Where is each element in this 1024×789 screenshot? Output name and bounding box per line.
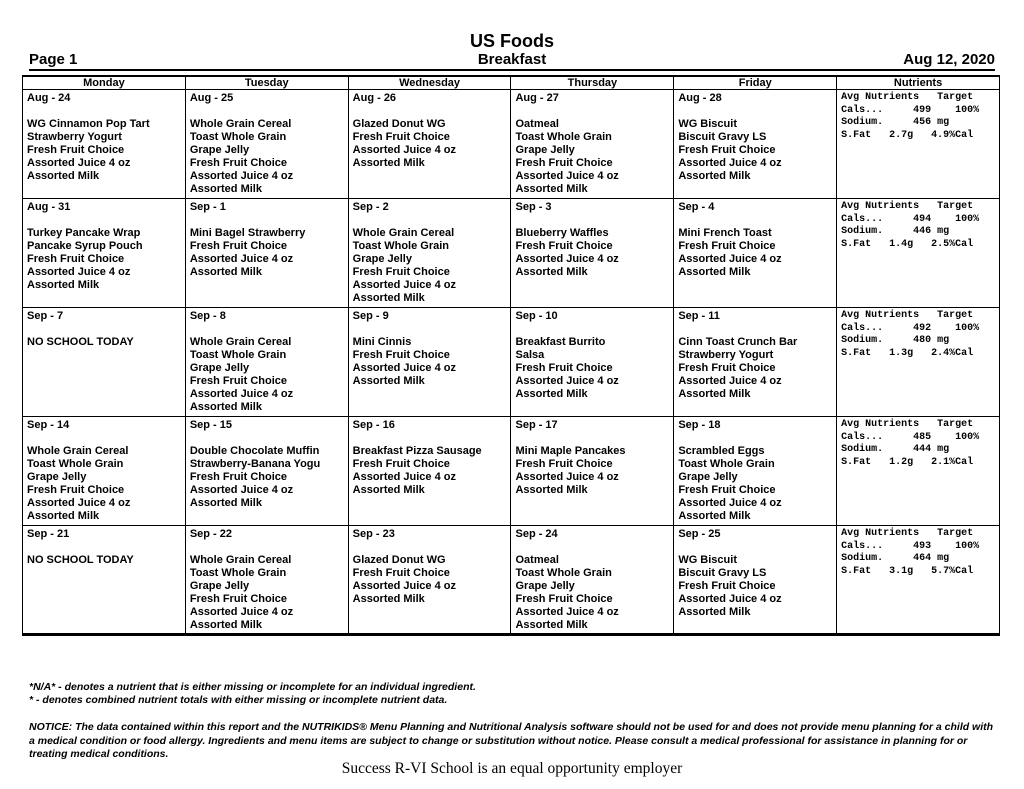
cell-date: Sep - 18 (678, 419, 721, 431)
menu-item: Fresh Fruit Choice (189, 471, 288, 483)
menu-item: Strawberry Yogurt (678, 349, 774, 361)
menu-cell (348, 526, 511, 635)
cell-items (27, 227, 183, 292)
menu-item: Assorted Juice 4 oz (189, 170, 294, 182)
menu-item: Biscuit Gravy LS (678, 567, 767, 579)
nutrient-line: Avg Nutrients Target (841, 310, 974, 321)
menu-cell (23, 199, 186, 308)
menu-item: Fresh Fruit Choice (189, 593, 288, 605)
menu-item: Assorted Juice 4 oz (515, 606, 619, 618)
cell-date: Sep - 15 (189, 419, 233, 431)
menu-item: Assorted Milk (352, 375, 425, 387)
menu-cell (674, 526, 837, 635)
menu-item: Assorted Juice 4 oz (189, 606, 294, 618)
nutrient-line: S.Fat 1.4g 2.5%Cal (841, 238, 974, 250)
nutrient-line: Cals... 494 100% (841, 213, 980, 225)
nutrient-line: Sodium. 456 mg (841, 117, 950, 128)
menu-item: Breakfast Burrito (515, 336, 606, 348)
menu-item: Assorted Juice 4 oz (189, 484, 294, 496)
nutrient-line: Avg Nutrients Target (841, 528, 974, 539)
meal-title: Breakfast (477, 51, 547, 68)
menu-item: Assorted Juice 4 oz (678, 157, 782, 169)
footnotes (29, 681, 1024, 707)
menu-item: Assorted Milk (515, 266, 588, 278)
cell-date: Sep - 11 (678, 310, 720, 322)
menu-item: Toast Whole Grain (515, 131, 612, 143)
menu-item: Fresh Fruit Choice (27, 144, 125, 156)
menu-item: Turkey Pancake Wrap (27, 227, 141, 239)
column-header-friday: Friday (674, 76, 837, 90)
column-header-tuesday: Tuesday (185, 76, 348, 90)
nutrients-cell (837, 526, 1000, 635)
menu-item: NO SCHOOL TODAY (27, 336, 134, 348)
menu-cell (511, 526, 674, 635)
menu-item: Fresh Fruit Choice (189, 240, 288, 252)
cell-date: Sep - 21 (27, 528, 70, 540)
menu-item: Assorted Milk (352, 593, 425, 605)
menu-item: Fresh Fruit Choice (515, 362, 613, 374)
menu-item: Grape Jelly (515, 580, 575, 592)
nutrients-cell (837, 90, 1000, 199)
menu-item: Assorted Milk (189, 619, 262, 631)
menu-item: Fresh Fruit Choice (678, 580, 776, 592)
menu-item: Assorted Juice 4 oz (678, 375, 782, 387)
cell-items (515, 336, 671, 401)
week-row (23, 90, 1000, 199)
menu-item: Mini French Toast (678, 227, 772, 239)
menu-cell (185, 417, 348, 526)
menu-item: Grape Jelly (515, 144, 575, 156)
menu-cell (185, 308, 348, 417)
menu-item: Toast Whole Grain (678, 458, 775, 470)
menu-item: Assorted Juice 4 oz (27, 266, 131, 278)
menu-item: Blueberry Waffles (515, 227, 609, 239)
menu-item: Glazed Donut WG (352, 554, 446, 566)
cell-items (353, 554, 509, 606)
menu-item: Scrambled Eggs (678, 445, 765, 457)
menu-item: Assorted Milk (515, 484, 588, 496)
cell-items (678, 118, 834, 183)
cell-items (190, 445, 346, 510)
nutrient-line: Cals... 493 100% (841, 540, 980, 552)
cell-items (678, 445, 834, 523)
cell-date: Aug - 24 (27, 92, 71, 104)
menu-item: Fresh Fruit Choice (352, 266, 450, 278)
menu-item: Assorted Juice 4 oz (189, 253, 294, 265)
menu-item: Mini Maple Pancakes (515, 445, 626, 457)
menu-cell (674, 417, 837, 526)
menu-cell (674, 90, 837, 199)
menu-cell (511, 417, 674, 526)
menu-item: Fresh Fruit Choice (678, 240, 776, 252)
menu-item: Glazed Donut WG (352, 118, 446, 130)
menu-cell (348, 417, 511, 526)
column-header-nutrients: Nutrients (837, 76, 1000, 90)
cell-date: Sep - 2 (352, 201, 389, 213)
menu-cell (23, 308, 186, 417)
menu-item: Grape Jelly (27, 471, 87, 483)
menu-item: Assorted Milk (515, 183, 588, 195)
menu-item: Whole Grain Cereal (189, 118, 292, 130)
cell-date: Sep - 9 (352, 310, 389, 322)
menu-cell (23, 90, 186, 199)
menu-item: Toast Whole Grain (515, 567, 612, 579)
menu-item: Assorted Milk (352, 292, 425, 304)
menu-item: Fresh Fruit Choice (515, 458, 613, 470)
nutrient-line: Sodium. 446 mg (841, 226, 950, 237)
menu-item: Fresh Fruit Choice (189, 375, 288, 387)
column-header-thursday: Thursday (511, 76, 674, 90)
menu-item: Assorted Juice 4 oz (678, 593, 782, 605)
menu-item: Assorted Milk (189, 401, 262, 413)
menu-item: Fresh Fruit Choice (515, 240, 613, 252)
nutrient-line: Sodium. 464 mg (841, 553, 950, 564)
menu-item: Assorted Juice 4 oz (515, 170, 619, 182)
equal-opportunity-statement: Success R-VI School is an equal opportunity employer (341, 759, 683, 777)
column-header-monday: Monday (23, 76, 186, 90)
notice-text: NOTICE: The data contained within this report and the NUTRIKIDS® Menu Planning and Nutritional Analysis software should not be used for and does not provide menu planning for a child with a medical condition or food allergy. Ingredients and menu items are subject to change or substitution without notice. Please consult a medical professional for assistance in planning for or treating medical conditions. (29, 721, 994, 760)
cell-items (190, 554, 346, 632)
cell-items (27, 445, 183, 523)
menu-item: Toast Whole Grain (352, 240, 450, 252)
menu-item: Assorted Milk (189, 266, 262, 278)
menu-item: Whole Grain Cereal (27, 445, 129, 457)
nutrient-line: Avg Nutrients Target (841, 201, 974, 212)
menu-item: Whole Grain Cereal (352, 227, 455, 239)
menu-item: Assorted Juice 4 oz (352, 144, 456, 156)
footnote-asterisk: * - denotes combined nutrient totals with either missing or incomplete nutrient data. (29, 694, 448, 706)
cell-date: Sep - 22 (189, 528, 233, 540)
cell-date: Aug - 27 (515, 92, 559, 104)
menu-item: Mini Cinnis (352, 336, 412, 348)
menu-item: Whole Grain Cereal (189, 336, 292, 348)
cell-items (353, 118, 509, 170)
menu-cell (23, 417, 186, 526)
cell-items (353, 445, 509, 497)
menu-cell (185, 199, 348, 308)
menu-cell (185, 526, 348, 635)
menu-item: Grape Jelly (352, 253, 412, 265)
cell-date: Sep - 7 (27, 310, 64, 322)
menu-item: Assorted Milk (27, 510, 100, 522)
menu-item: Grape Jelly (678, 471, 738, 483)
nutrient-line: Cals... 499 100% (841, 104, 980, 116)
cell-items (515, 554, 671, 632)
nutrients-cell (837, 417, 1000, 526)
cell-date: Sep - 4 (678, 201, 715, 213)
menu-item: Assorted Juice 4 oz (678, 253, 782, 265)
cell-date: Sep - 16 (352, 419, 395, 431)
menu-item: NO SCHOOL TODAY (27, 554, 134, 566)
menu-item: Breakfast Pizza Sausage (352, 445, 482, 457)
cell-date: Aug - 26 (352, 92, 397, 104)
menu-item: Assorted Milk (678, 606, 751, 618)
menu-item: Whole Grain Cereal (189, 554, 292, 566)
menu-item: Mini Bagel Strawberry (189, 227, 306, 239)
report-date: Aug 12, 2020 (903, 51, 995, 68)
nutrient-line: S.Fat 2.7g 4.9%Cal (841, 129, 974, 141)
menu-item: Grape Jelly (189, 144, 250, 156)
menu-item: Assorted Milk (352, 484, 425, 496)
cell-date: Sep - 14 (27, 419, 70, 431)
cell-items (678, 227, 834, 279)
menu-item: Fresh Fruit Choice (352, 131, 450, 143)
cell-items (678, 336, 834, 401)
menu-item: Toast Whole Grain (189, 131, 287, 143)
menu-item: Toast Whole Grain (189, 567, 287, 579)
cell-items (353, 227, 509, 305)
menu-item: Pancake Syrup Pouch (27, 240, 143, 252)
cell-date: Sep - 25 (678, 528, 721, 540)
footnote-na: *N/A* - denotes a nutrient that is either missing or incomplete for an individual ingredient. (29, 681, 476, 693)
cell-date: Aug - 25 (189, 92, 234, 104)
menu-item: WG Biscuit (678, 554, 737, 566)
nutrient-line: S.Fat 1.3g 2.4%Cal (841, 347, 974, 359)
menu-item: Fresh Fruit Choice (27, 484, 125, 496)
nutrient-line: S.Fat 3.1g 5.7%Cal (841, 565, 974, 577)
menu-item: Assorted Milk (515, 388, 588, 400)
menu-item: Assorted Milk (189, 497, 262, 509)
menu-item: WG Biscuit (678, 118, 737, 130)
menu-item: Assorted Milk (678, 388, 751, 400)
week-row (23, 526, 1000, 635)
nutrient-line: Avg Nutrients Target (841, 92, 974, 103)
menu-item: Assorted Juice 4 oz (189, 388, 294, 400)
menu-calendar-table (22, 75, 1000, 636)
menu-item: Fresh Fruit Choice (352, 567, 450, 579)
menu-item: Oatmeal (515, 554, 559, 566)
menu-item: Fresh Fruit Choice (515, 157, 613, 169)
cell-items (353, 336, 509, 388)
menu-item: Oatmeal (515, 118, 559, 130)
column-header-wednesday: Wednesday (348, 76, 511, 90)
menu-cell (511, 308, 674, 417)
menu-item: Assorted Juice 4 oz (352, 580, 456, 592)
cell-date: Sep - 8 (189, 310, 226, 322)
menu-item: Assorted Juice 4 oz (515, 375, 619, 387)
menu-item: Assorted Juice 4 oz (27, 157, 131, 169)
column-header-row (23, 76, 1000, 90)
menu-item: Fresh Fruit Choice (678, 484, 776, 496)
nutrient-line: Sodium. 480 mg (841, 335, 950, 346)
menu-item: Fresh Fruit Choice (352, 349, 450, 361)
menu-item: WG Cinnamon Pop Tart (27, 118, 150, 130)
menu-item: Salsa (515, 349, 545, 361)
page-number: Page 1 (29, 51, 78, 68)
menu-item: Toast Whole Grain (189, 349, 287, 361)
menu-item: Biscuit Gravy LS (678, 131, 767, 143)
menu-item: Fresh Fruit Choice (678, 144, 776, 156)
nutrient-line: Avg Nutrients Target (841, 419, 974, 430)
menu-item: Toast Whole Grain (27, 458, 124, 470)
menu-item: Fresh Fruit Choice (27, 253, 125, 265)
nutrient-line: Cals... 485 100% (841, 431, 980, 443)
menu-item: Double Chocolate Muffin (189, 445, 320, 457)
menu-item: Strawberry-Banana Yogu (189, 458, 321, 470)
menu-cell (674, 199, 837, 308)
menu-item: Assorted Juice 4 oz (515, 471, 619, 483)
nutrient-line: Cals... 492 100% (841, 322, 980, 334)
menu-item: Assorted Milk (678, 510, 751, 522)
nutrient-line: Sodium. 444 mg (841, 444, 950, 455)
report-subheader (29, 51, 995, 71)
cell-items (190, 227, 346, 279)
nutrients-cell (837, 308, 1000, 417)
menu-item: Fresh Fruit Choice (678, 362, 776, 374)
cell-items (515, 118, 671, 196)
cell-items (27, 336, 183, 349)
menu-item: Strawberry Yogurt (27, 131, 122, 143)
cell-date: Sep - 17 (515, 419, 558, 431)
cell-items (190, 336, 346, 414)
nutrients-cell (837, 199, 1000, 308)
menu-item: Assorted Milk (678, 170, 751, 182)
menu-item: Grape Jelly (189, 580, 250, 592)
cell-items (190, 118, 346, 196)
menu-cell (23, 526, 186, 635)
menu-cell (348, 90, 511, 199)
week-row (23, 308, 1000, 417)
cell-date: Aug - 31 (27, 201, 71, 213)
cell-items (515, 227, 671, 279)
cell-date: Sep - 24 (515, 528, 558, 540)
menu-cell (348, 308, 511, 417)
menu-item: Fresh Fruit Choice (352, 458, 450, 470)
page-title: US Foods (470, 31, 554, 51)
menu-cell (348, 199, 511, 308)
cell-items (27, 118, 183, 183)
menu-item: Assorted Milk (27, 170, 100, 182)
nutrient-line: S.Fat 1.2g 2.1%Cal (841, 456, 974, 468)
menu-item: Assorted Milk (27, 279, 100, 291)
menu-cell (674, 308, 837, 417)
menu-item: Assorted Milk (678, 266, 751, 278)
menu-item: Grape Jelly (189, 362, 250, 374)
week-row (23, 199, 1000, 308)
week-row (23, 417, 1000, 526)
cell-items (27, 554, 183, 567)
cell-date: Sep - 3 (515, 201, 552, 213)
cell-date: Sep - 10 (515, 310, 558, 322)
menu-cell (185, 90, 348, 199)
menu-item: Cinn Toast Crunch Bar (678, 336, 798, 348)
menu-item: Fresh Fruit Choice (515, 593, 613, 605)
cell-items (678, 554, 834, 619)
menu-item: Fresh Fruit Choice (189, 157, 288, 169)
menu-item: Assorted Juice 4 oz (678, 497, 782, 509)
menu-cell (511, 199, 674, 308)
menu-item: Assorted Juice 4 oz (515, 253, 619, 265)
menu-item: Assorted Milk (515, 619, 588, 631)
cell-date: Sep - 23 (352, 528, 395, 540)
cell-items (515, 445, 671, 497)
cell-date: Aug - 28 (678, 92, 722, 104)
menu-item: Assorted Milk (189, 183, 262, 195)
menu-item: Assorted Juice 4 oz (352, 471, 456, 483)
menu-cell (511, 90, 674, 199)
menu-item: Assorted Milk (352, 157, 425, 169)
menu-item: Assorted Juice 4 oz (352, 279, 456, 291)
cell-date: Sep - 1 (189, 201, 226, 213)
menu-item: Assorted Juice 4 oz (352, 362, 456, 374)
menu-item: Assorted Juice 4 oz (27, 497, 131, 509)
